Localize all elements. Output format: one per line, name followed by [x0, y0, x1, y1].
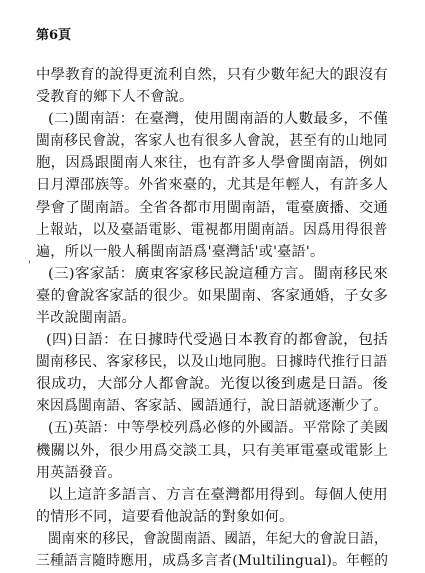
text-line-9: 遍，所以一般人稱閩南語爲'臺灣話'或'臺語'。 [36, 244, 325, 260]
text-line-22: 閩南來的移民，會說閩南語、國語，年紀大的會說日語， [48, 531, 388, 547]
text-line-18: 機關以外，很少用爲交談工具，只有美軍電臺或電影上 [36, 443, 389, 459]
text-line-4: 閩南移民會說，客家人也有很多人會說，甚至有的山地同 [36, 133, 388, 149]
text-line-19: 用英語發音。 [36, 465, 122, 481]
text-line-13: (四)日語：在日據時代受過日本教育的都會說，包括 [46, 332, 389, 348]
page-number-header: 第6頁 [36, 28, 72, 43]
text-line-6: 日月潭邵族等。外省來臺的，尤其是年輕人，有許多人 [36, 177, 389, 193]
text-line-17: (五)英語：中等學校列爲必修的外國語。平常除了美國 [48, 420, 389, 436]
text-line-23: 三種語言隨時應用，成爲多言者(Multilingual)。年輕的 [36, 553, 389, 569]
text-line-8: 上報站，以及臺語電影、電視都用閩南語。因爲用得很普 [36, 222, 388, 238]
margin-mark: ' [28, 260, 31, 271]
text-line-16: 來因爲閩南語、客家話、國語通行，說日語就逐漸少了。 [36, 398, 388, 414]
text-line-15: 很成功，大部分人都會說。光復以後到處是日語。後 [36, 376, 388, 392]
text-line-20: 以上這許多語言、方言在臺灣都用得到。每個人使用 [48, 487, 388, 503]
text-line-5: 胞，因爲跟閩南人來往，也有許多人學會閩南語，例如 [36, 155, 389, 171]
text-line-2: 受教育的鄉下人不會說。 [36, 89, 194, 105]
text-line-1: 中學教育的說得更流利自然，只有少數年紀大的跟沒有 [36, 67, 389, 83]
text-line-21: 的情形不同，這要看他說話的對象如何。 [36, 509, 294, 525]
text-line-3: (二)閩南語：在臺灣，使用閩南語的人數最多，不僅 [48, 111, 389, 127]
text-line-12: 半改說閩南語。 [36, 310, 137, 326]
text-line-7: 學會了閩南語。全省各都市用閩南語，電臺廣播、交通 [36, 200, 389, 216]
text-line-10: (三)客家話：廣東客家移民說這種方言。閩南移民來 [48, 266, 389, 282]
text-line-11: 臺的會說客家話的很少。如果閩南、客家通婚，子女多 [36, 288, 389, 304]
text-line-14: 閩南移民、客家移民，以及山地同胞。日據時代推行日語 [36, 354, 388, 370]
